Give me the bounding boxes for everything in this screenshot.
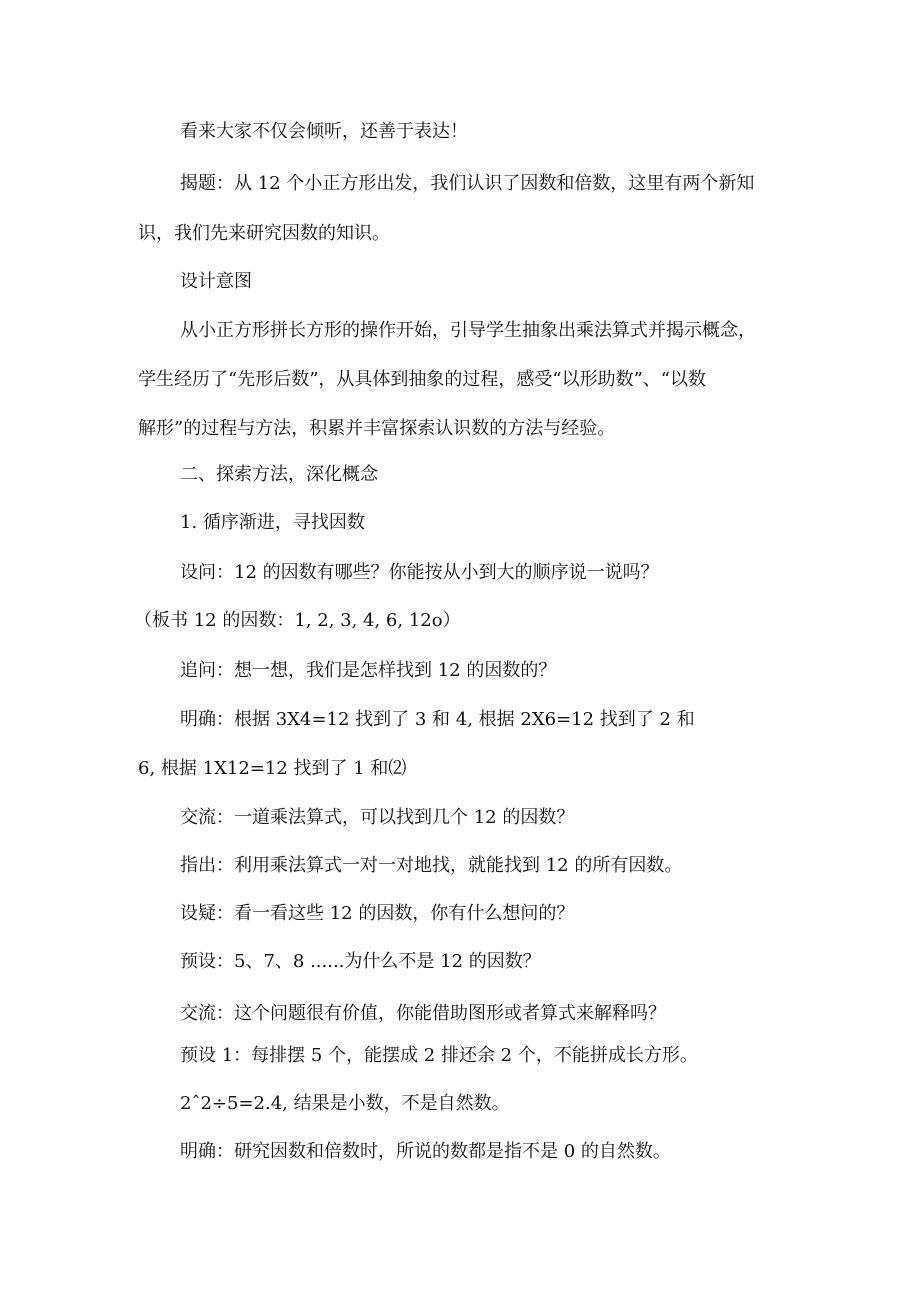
text-line: 2ˆ2÷5=2.4, 结果是小数，不是自然数。 xyxy=(180,1093,510,1114)
section-subheading: 1. 循序渐进，寻找因数 xyxy=(180,512,365,533)
text-line: （板书 12 的因数：1, 2, 3, 4, 6, 12o） xyxy=(134,610,461,631)
section-subheading: 设计意图 xyxy=(180,271,252,292)
text-line: 明确：根据 3X4=12 找到了 3 和 4, 根据 2X6=12 找到了 2 和 xyxy=(180,709,695,730)
text-line: 从小正方形拼长方形的操作开始，引导学生抽象出乘法算式并揭示概念， xyxy=(180,320,756,341)
text-line: 交流：一道乘法算式，可以找到几个 12 的因数？ xyxy=(180,807,575,828)
text-line: 明确：研究因数和倍数时，所说的数都是指不是 0 的自然数。 xyxy=(180,1141,671,1162)
text-line: 6, 根据 1X12=12 找到了 1 和⑵ xyxy=(138,758,407,779)
text-line: 交流：这个问题很有价值，你能借助图形或者算式来解释吗？ xyxy=(180,1003,666,1024)
text-line: 学生经历了“先形后数”，从具体到抽象的过程，感受“以形助数”、“以数 xyxy=(138,369,707,390)
text-line: 揭题：从 12 个小正方形出发，我们认识了因数和倍数，这里有两个新知 xyxy=(180,173,755,194)
text-line: 追问：想一想，我们是怎样找到 12 的因数的？ xyxy=(180,660,557,681)
text-line: 解形”的过程与方法，积累并丰富探索认识数的方法与经验。 xyxy=(138,418,616,439)
text-line: 预设：5、7、8 ......为什么不是 12 的因数？ xyxy=(180,951,541,972)
text-line: 看来大家不仅会倾听，还善于表达！ xyxy=(180,121,468,142)
text-line: 指出：利用乘法算式一对一对地找，就能找到 12 的所有因数。 xyxy=(180,855,683,876)
section-heading: 二、探索方法，深化概念 xyxy=(180,464,378,485)
text-line: 识，我们先来研究因数的知识。 xyxy=(138,223,390,244)
text-line: 设疑：看一看这些 12 的因数，你有什么想问的？ xyxy=(180,903,575,924)
text-line: 设问：12 的因数有哪些？你能按从小到大的顺序说一说吗？ xyxy=(180,562,659,583)
text-line: 预设 1：每排摆 5 个，能摆成 2 排还余 2 个，不能拼成长方形。 xyxy=(180,1045,698,1066)
